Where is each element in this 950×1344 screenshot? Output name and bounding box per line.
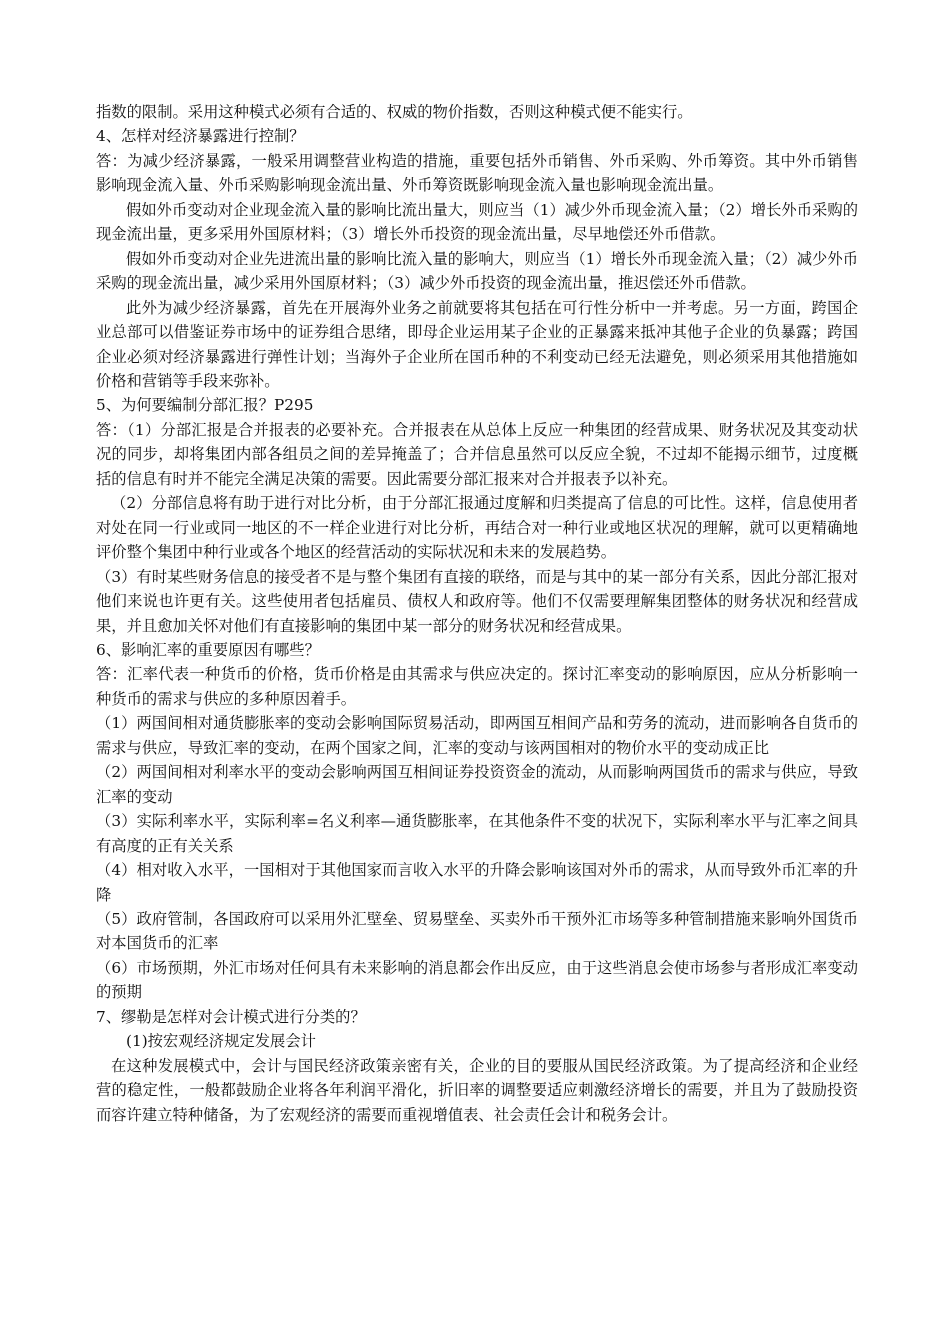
document-page: [96, 100, 858, 1127]
answer-6-point-2: （2）两国间相对利率水平的变动会影响两国互相间证券投资资金的流动，从而影响两国货币的需求与供应，导致汇率的变动: [96, 763, 858, 806]
answer-6-point-6: （6）市场预期，外汇市场对任何具有未来影响的消息都会作出反应，由于这些消息会使市场参与者形成汇率变动的预期: [96, 958, 858, 1002]
answer-4-para-other: 此外为减少经济暴露，首先在开展海外业务之前就要将其包括在可行性分析中一并考虑。另一方面，跨国企业总部可以借鉴证券市场中的证券组合思绪，即母企业运用某子企业的正暴露来抵冲其他子企业的负暴露；跨国企业必须对经济暴露进行弹性计划；当海外子企业所在国币种的不利变动已经无法避免，则必须采用其他措施如价格和营销等手段来弥补。: [96, 298, 858, 390]
answer-7-subheading-1: (1)按宏观经济规定发展会计: [126, 1032, 316, 1051]
question-7-heading: 7、缪勒是怎样对会计模式进行分类的？: [96, 1007, 366, 1026]
answer-4-para-outflow: 假如外币变动对企业先进流出量的影响比流入量的影响大，则应当（1）增长外币现金流入量；（2）减少外币采购的现金流出量，减少采用外国原材料；（3）减少外币投资的现金流出量，推迟偿还外币借款。: [96, 249, 858, 293]
question-6-heading: 6、影响汇率的重要原因有哪些？: [96, 640, 320, 659]
answer-6-point-1: （1）两国间相对通货膨胀率的变动会影响国际贸易活动，即两国互相间产品和劳务的流动，进而影响各自货币的需求与供应，导致汇率的变动，在两个国家之间，汇率的变动与该两国相对的物价水平的变动成正比: [96, 714, 858, 757]
answer-6-point-4: （4）相对收入水平，一国相对于其他国家而言收入水平的升降会影响该国对外币的需求，从而导致外币汇率的升降: [96, 861, 858, 904]
answer-5-point-1: 答：（1）分部汇报是合并报表的必要补充。合并报表在从总体上反应一种集团的经营成果、财务状况及其变动状况的同步，却将集团内部各组员之间的差异掩盖了；合并信息虽然可以反应全貌，不过却不能揭示细节，过度概括的信息有时并不能完全满足决策的需要。因此需要分部汇报来对合并报表予以补充。: [96, 420, 858, 488]
answer-5-point-2: （2）分部信息将有助于进行对比分析，由于分部汇报通过度解和归类提高了信息的可比性。这样，信息使用者对处在同一行业或同一地区的不一样企业进行对比分析，再结合对一种行业或地区状况的理解，就可以更精确地评价整个集团中种行业或各个地区的经营活动的实际状况和未来的发展趋势。: [96, 494, 858, 562]
answer-5-point-3: （3）有时某些财务信息的接受者不是与整个集团有直接的联络，而是与其中的某一部分有关系，因此分部汇报对他们来说也许更有关。这些使用者包括雇员、债权人和政府等。他们不仅需要理解集团整体的财务状况和经营成果，并且愈加关怀对他们有直接影响的集团中某一部分的财务状况和经营成果。: [96, 567, 858, 635]
question-4-heading: 4、怎样对经济暴露进行控制？: [96, 127, 305, 146]
answer-4-intro: 答：为减少经济暴露，一般采用调整营业构造的措施，重要包括外币销售、外币采购、外币筹资。其中外币销售影响现金流入量、外币采购影响现金流出量、外币筹资既影响现金流入量也影响现金流出量。: [96, 151, 858, 195]
answer-6-intro: 答：汇率代表一种货币的价格，货币价格是由其需求与供应决定的。探讨汇率变动的影响原因，应从分析影响一种货币的需求与供应的多种原因着手。: [96, 665, 858, 708]
answer-6-point-3: （3）实际利率水平，实际利率=名义利率—通货膨胀率，在其他条件不变的状况下，实际利率水平与汇率之间具有高度的正有关关系: [96, 812, 858, 855]
paragraph-1: 指数的限制。采用这种模式必须有合适的、权威的物价指数，否则这种模式便不能实行。: [96, 103, 693, 121]
answer-6-point-5: （5）政府管制，各国政府可以采用外汇壁垒、贸易壁垒、买卖外币干预外汇市场等多种管制措施来影响外国货币对本国货币的汇率: [96, 909, 858, 953]
answer-4-para-inflow: 假如外币变动对企业现金流入量的影响比流出量大，则应当（1）减少外币现金流入量；（2）增长外币采购的现金流出量，更多采用外国原材料；（3）增长外币投资的现金流出量，尽早地偿还外币借款。: [96, 200, 858, 244]
answer-7-para-1: 在这种发展模式中，会计与国民经济政策亲密有关，企业的目的要服从国民经济政策。为了提高经济和企业经营的稳定性，一般都鼓励企业将各年利润平滑化，折旧率的调整要适应刺激经济增长的需要，并且为了鼓励投资而容许建立特种储备，为了宏观经济的需要而重视增值表、社会责任会计和税务会计。: [96, 1056, 858, 1124]
question-5-heading: 5、为何要编制分部汇报？P295: [96, 396, 314, 415]
